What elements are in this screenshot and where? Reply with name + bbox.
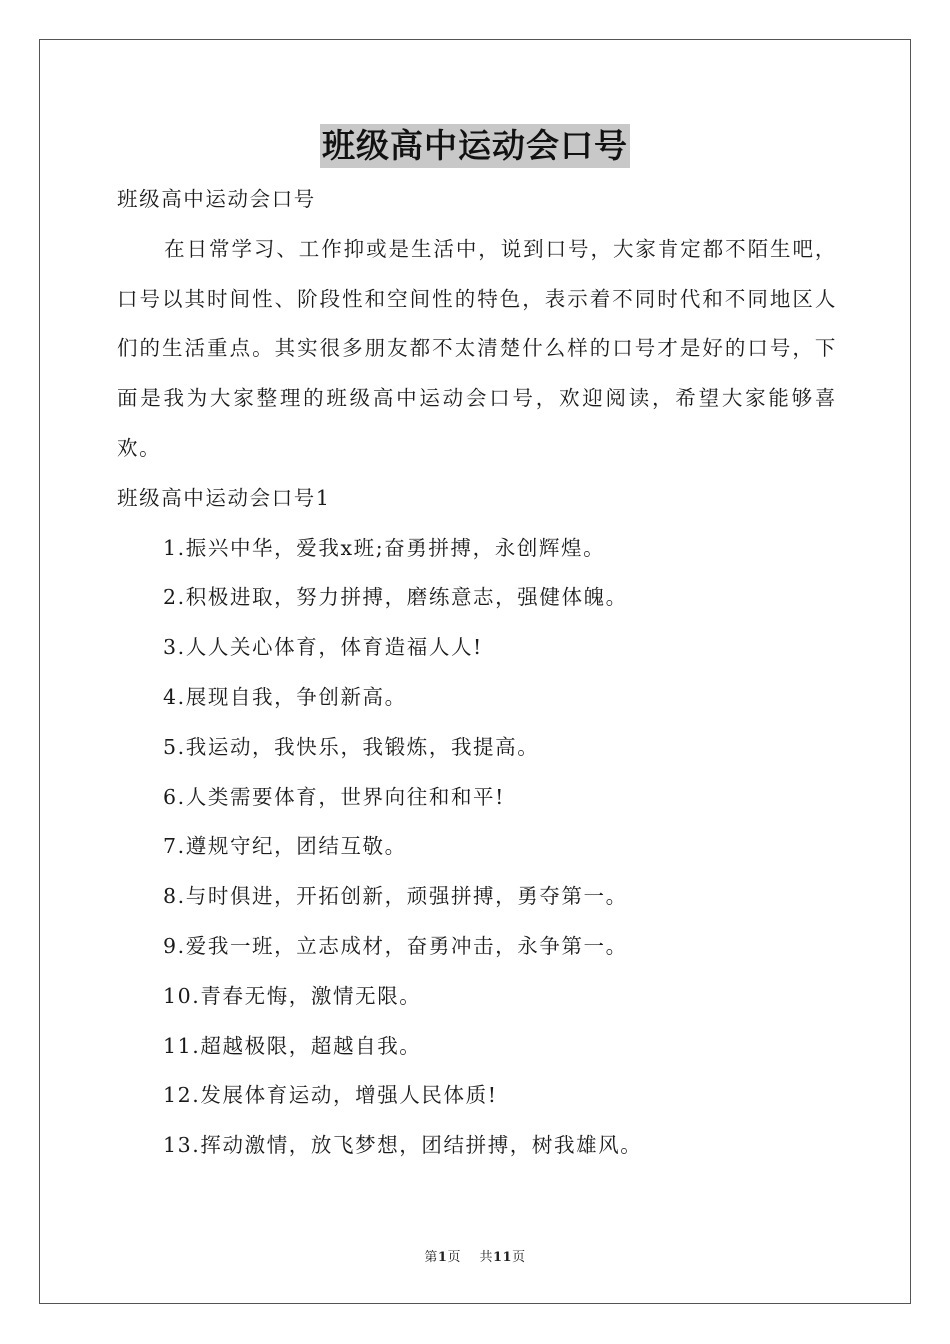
slogan-list [117, 524, 837, 1171]
page-prefix: 第 [424, 1250, 438, 1265]
intro-paragraph: 在日常学习、工作抑或是生活中，说到口号，大家肯定都不陌生吧，口号以其时间性、阶段性和空间性的特色，表示着不同时代和不同地区人们的生活重点。其实很多朋友都不太清楚什么样的口号才是好的口号，下面是我为大家整理的班级高中运动会口号，欢迎阅读，希望大家能够喜欢。 [117, 236, 837, 460]
list-item: 12.发展体育运动，增强人民体质! [163, 1083, 498, 1108]
total-prefix: 共 [479, 1250, 493, 1265]
total-pages: 11 [493, 1250, 513, 1265]
section-heading: 班级高中运动会口号1 [117, 485, 331, 510]
list-item: 11.超越极限，超越自我。 [163, 1033, 422, 1058]
list-item: 7.遵规守纪，团结互敬。 [163, 834, 407, 859]
list-item: 1.振兴中华，爱我x班;奋勇拼搏，永创辉煌。 [163, 535, 606, 560]
list-item: 5.我运动，我快乐，我锻炼，我提高。 [163, 734, 540, 759]
document-body [117, 175, 837, 1171]
list-item: 3.人人关心体育，体育造福人人! [163, 635, 483, 660]
list-item: 9.爱我一班，立志成材，奋勇冲击，永争第一。 [163, 933, 628, 958]
page-number: 1 [437, 1250, 448, 1265]
list-item: 13.挥动激情，放飞梦想，团结拼搏，树我雄风。 [163, 1133, 643, 1158]
list-item: 10.青春无悔，激情无限。 [163, 983, 422, 1008]
document-title: 班级高中运动会口号 [320, 124, 630, 168]
list-item: 2.积极进取，努力拼搏，磨练意志，强健体魄。 [163, 585, 628, 610]
list-item: 4.展现自我，争创新高。 [163, 684, 407, 709]
list-item: 6.人类需要体育，世界向往和和平! [163, 784, 505, 809]
page-footer [0, 1246, 950, 1265]
total-suffix: 页 [512, 1250, 526, 1265]
title-container [0, 124, 950, 168]
list-item: 8.与时俱进，开拓创新，顽强拼搏，勇夺第一。 [163, 884, 628, 909]
page-suffix: 页 [447, 1250, 461, 1265]
subtitle: 班级高中运动会口号 [117, 187, 316, 211]
